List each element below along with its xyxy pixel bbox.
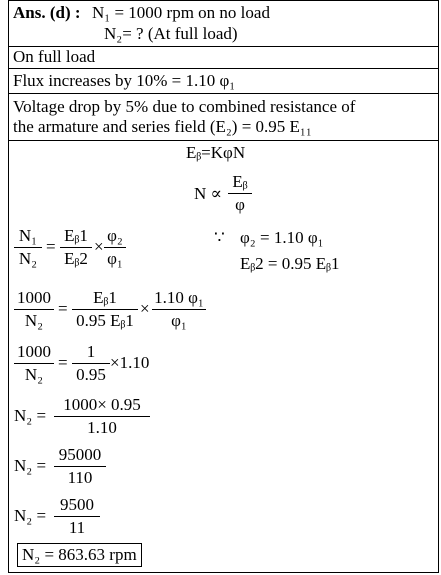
fraction-denominator: 1.10 <box>87 418 117 437</box>
fraction-denominator: φ₁ <box>107 249 123 268</box>
fraction-denominator: 11 <box>68 518 86 537</box>
fraction-bar <box>72 309 138 310</box>
fraction-bar <box>228 193 252 194</box>
fraction-denominator: φ <box>235 195 245 214</box>
fraction-numerator: 1.10 φ₁ <box>154 288 204 307</box>
fraction-numerator: 1000 <box>17 342 51 361</box>
row-divider <box>8 140 439 141</box>
answer-label: Ans. (d) : <box>13 3 81 22</box>
fraction-bar <box>54 516 100 517</box>
row-divider <box>8 93 439 94</box>
1-over-095-fraction <box>72 342 110 385</box>
fraction-numerator: Eᵦ1 <box>93 288 117 307</box>
fraction-denominator: N₂ <box>18 249 38 268</box>
equals-sign: = <box>46 237 56 256</box>
fraction-denominator: 0.95 Eᵦ1 <box>76 311 134 330</box>
fraction-bar <box>104 247 126 248</box>
9500-over-11-fraction <box>54 495 100 538</box>
1000-over-n2-fraction <box>14 288 54 331</box>
eb-equation: Eᵦ=KφN <box>186 143 246 162</box>
multiply-sign: × <box>94 237 104 256</box>
n2-equals-label: N₂ = <box>14 506 47 525</box>
fraction-numerator: N₁ <box>18 226 38 245</box>
fraction-denominator: 0.95 <box>76 365 106 384</box>
eb-over-phi-fraction <box>228 172 252 215</box>
final-answer-box: N₂ = 863.63 rpm <box>17 543 142 567</box>
eb1-over-eb2-fraction <box>60 226 92 269</box>
n1-over-n2-fraction <box>14 226 42 269</box>
n-proportional-label: N ∝ <box>194 184 223 203</box>
fraction-bar <box>14 247 42 248</box>
voltage-statement-line-1: Voltage drop by 5% due to combined resistance of <box>13 97 356 116</box>
fraction-numerator: 9500 <box>60 495 94 514</box>
fraction-numerator: Eᵦ <box>232 172 248 191</box>
fraction-bar <box>54 416 150 417</box>
n2-equals-label: N₂ = <box>14 406 47 425</box>
fraction-denominator: N₂ <box>24 311 44 330</box>
n2-statement: N₂= ? (At full load) <box>104 24 238 43</box>
fraction-denominator: φ₁ <box>171 311 187 330</box>
multiply-sign: × <box>140 299 150 318</box>
fraction-numerator: 1 <box>86 342 96 361</box>
fraction-denominator: Eᵦ2 <box>64 249 88 268</box>
1000x095-over-110-fraction <box>54 395 150 438</box>
fraction-numerator: φ₂ <box>107 226 123 245</box>
equals-sign: = <box>58 299 68 318</box>
phi2-condition: φ₂ = 1.10 φ₁ <box>240 228 324 247</box>
fraction-numerator: 1000 <box>17 288 51 307</box>
fraction-bar <box>54 466 106 467</box>
n1-statement: N₁ = 1000 rpm on no load <box>92 3 270 22</box>
equals-sign: = <box>58 353 68 372</box>
times-110: ×1.10 <box>110 353 150 372</box>
1000-over-n2-fraction <box>14 342 54 385</box>
flux-statement: Flux increases by 10% = 1.10 φ₁ <box>13 71 236 90</box>
n2-equals-label: N₂ = <box>14 456 47 475</box>
fraction-numerator: Eᵦ1 <box>64 226 88 245</box>
phi2-over-phi1-fraction <box>104 226 126 269</box>
fraction-bar <box>152 309 206 310</box>
eb1-over-095eb1-fraction <box>72 288 138 331</box>
because-symbol: ∵ <box>214 228 225 247</box>
fraction-denominator: N₂ <box>24 365 44 384</box>
voltage-statement-line-2: the armature and series field (E₂) = 0.95 E₁₁ <box>13 117 312 136</box>
eb2-condition: Eᵦ2 = 0.95 Eᵦ1 <box>240 254 340 273</box>
fraction-numerator: 95000 <box>58 445 102 464</box>
fraction-bar <box>60 247 92 248</box>
fraction-denominator: 110 <box>67 468 93 487</box>
row-divider <box>8 68 439 69</box>
fraction-bar <box>14 309 54 310</box>
fraction-bar <box>72 363 110 364</box>
fraction-numerator: 1000× 0.95 <box>63 395 141 414</box>
fraction-bar <box>14 363 54 364</box>
full-load-heading: On full load <box>13 47 96 66</box>
110phi1-over-phi1-fraction <box>152 288 206 331</box>
95000-over-110-fraction <box>54 445 106 488</box>
